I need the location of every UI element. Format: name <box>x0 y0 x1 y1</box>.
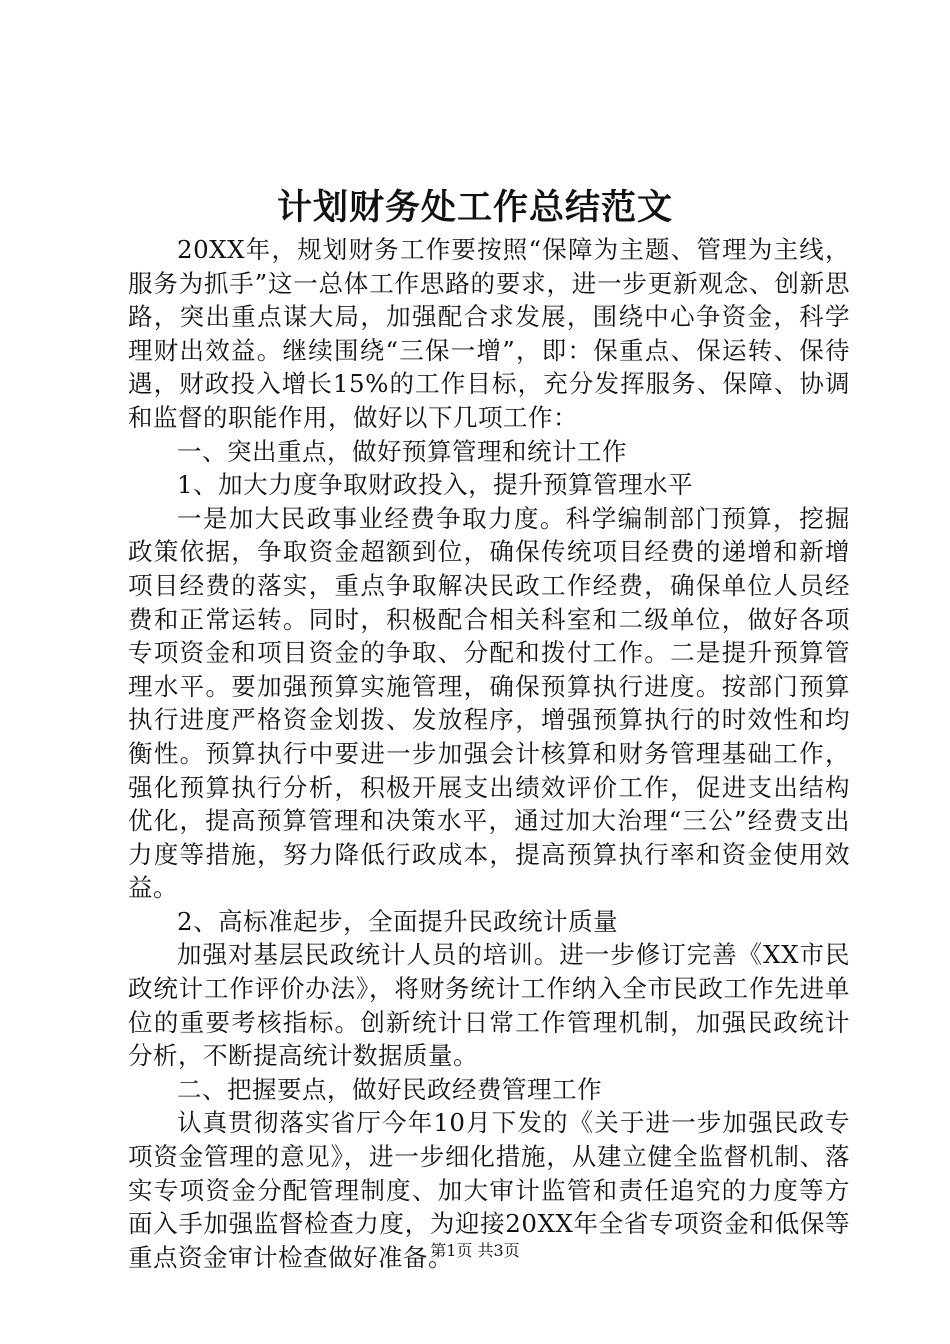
subsection-heading-1-2: 2、高标准起步，全面提升民政统计质量 <box>177 906 619 936</box>
body-paragraph-1-2: 加强对基层民政统计人员的培训。进一步修订完善《XX市民政统计工作评价办法》，将财务统计工作纳入全市民政工作先进单位的重要考核指标。创新统计日常工作管理机制，加强民政统计分析，不断提高统计数据质量。 <box>128 940 850 1071</box>
section-heading-1: 一、突出重点，做好预算管理和统计工作 <box>177 436 627 466</box>
body-paragraph-2: 认真贯彻落实省厅今年10月下发的《关于进一步加强民政专项资金管理的意见》，进一步细化措施，从建立健全监督机制、落实专项资金分配管理制度、加大审计监管和责任追究的力度等方面入手加强监督检查力度，为迎接20XX年全省专项资金和低保等重点资金审计检查做好准备。 <box>128 1108 850 1272</box>
document-title: 计划财务处工作总结范文 <box>276 187 673 228</box>
document-body <box>128 233 850 1274</box>
body-paragraph-1-1: 一是加大民政事业经费争取力度。科学编制部门预算，挖掘政策依据，争取资金超额到位，确保传统项目经费的递增和新增项目经费的落实，重点争取解决民政工作经费，确保单位人员经费和正常运转。同时，积极配合相关科室和二级单位，做好各项专项资金和项目资金的争取、分配和拨付工作。二是提升预算管理水平。要加强预算实施管理，确保预算执行进度。按部门预算执行进度严格资金划拨、发放程序，增强预算执行的时效性和均衡性。预算执行中要进一步加强会计核算和财务管理基础工作，强化预算执行分析，积极开展支出绩效评价工作，促进支出结构优化，提高预算管理和决策水平，通过加大治理“三公”经费支出力度等措施，努力降低行政成本，提高预算执行率和资金使用效益。 <box>128 503 850 903</box>
subsection-heading-1-1: 1、加大力度争取财政投入，提升预算管理水平 <box>177 470 694 500</box>
intro-paragraph: 20XX年，规划财务工作要按照“保障为主题、管理为主线，服务为抓手”这一总体工作思路的要求，进一步更新观念、创新思路，突出重点谋大局，加强配合求发展，围绕中心争资金，科学理财出效益。继续围绕“三保一增”，即：保重点、保运转、保待遇，财政投入增长15%的工作目标，充分发挥服务、保障、协调和监督的职能作用，做好以下几项工作： <box>128 235 850 432</box>
section-heading-2: 二、把握要点，做好民政经费管理工作 <box>177 1074 602 1104</box>
page-footer: 第1页 共3页 <box>430 1241 520 1260</box>
